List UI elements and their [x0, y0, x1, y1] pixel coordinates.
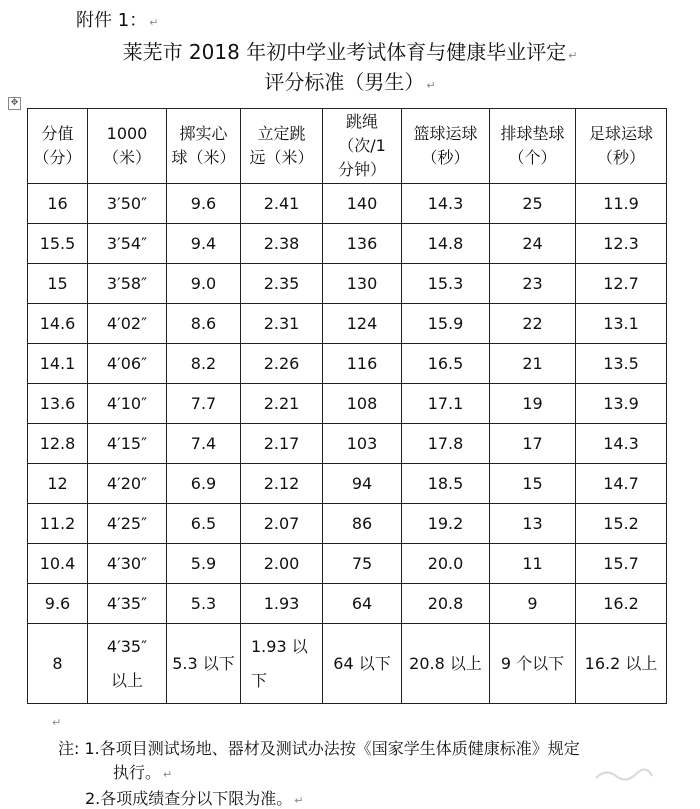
- cell-1000m: 4′35″: [88, 584, 167, 624]
- note-line-1-continued: 执行。 ↵: [113, 763, 173, 782]
- attachment-label: 附件 1： ↵: [76, 10, 159, 31]
- cell-football: 12.7: [576, 264, 667, 304]
- cell-basketball: 19.2: [402, 504, 490, 544]
- cell-football: 16.2 以上: [576, 624, 667, 704]
- note-line-2: 2.各项成绩查分以下限为准。 ↵: [85, 789, 304, 808]
- cell-long-jump: 1.93 以 下: [241, 624, 323, 704]
- cell-score: 14.6: [28, 304, 88, 344]
- cell-volleyball: 24: [490, 224, 576, 264]
- cell-1000m: 4′10″: [88, 384, 167, 424]
- cell-1000m: 4′20″: [88, 464, 167, 504]
- cell-rope-skipping: 116: [323, 344, 402, 384]
- cell-basketball: 16.5: [402, 344, 490, 384]
- cell-rope-skipping: 136: [323, 224, 402, 264]
- table-header-row: [28, 109, 667, 184]
- cell-basketball: 17.1: [402, 384, 490, 424]
- table-row: [28, 584, 667, 624]
- table-row: [28, 544, 667, 584]
- table-row: [28, 344, 667, 384]
- header-football: 足球运球 （秒）: [576, 109, 667, 184]
- table-row: [28, 264, 667, 304]
- cell-1000m: 4′25″: [88, 504, 167, 544]
- table-row-last: [28, 624, 667, 704]
- cell-basketball: 20.8 以上: [402, 624, 490, 704]
- cell-football: 15.7: [576, 544, 667, 584]
- cell-1000m: 3′50″: [88, 184, 167, 224]
- paragraph-mark: ↵: [568, 49, 578, 62]
- cell-1000m: 4′06″: [88, 344, 167, 384]
- header-score: 分值 （分）: [28, 109, 88, 184]
- cell-long-jump: 2.41: [241, 184, 323, 224]
- cell-score: 8: [28, 624, 88, 704]
- cell-football: 12.3: [576, 224, 667, 264]
- cell-1000m: 3′58″: [88, 264, 167, 304]
- paragraph-mark: ↵: [163, 768, 173, 781]
- cell-score: 13.6: [28, 384, 88, 424]
- table-row: [28, 504, 667, 544]
- cell-football: 13.9: [576, 384, 667, 424]
- cell-shot-put: 5.9: [167, 544, 241, 584]
- cell-football: 15.2: [576, 504, 667, 544]
- cell-shot-put: 6.9: [167, 464, 241, 504]
- cell-rope-skipping: 130: [323, 264, 402, 304]
- cell-volleyball: 23: [490, 264, 576, 304]
- cell-score: 15: [28, 264, 88, 304]
- cell-shot-put: 8.2: [167, 344, 241, 384]
- cell-volleyball: 22: [490, 304, 576, 344]
- watermark-logo-icon: [592, 764, 656, 786]
- cell-rope-skipping: 75: [323, 544, 402, 584]
- cell-volleyball: 17: [490, 424, 576, 464]
- paragraph-mark: ↵: [426, 79, 436, 92]
- cell-1000m: 4′35″ 以上: [88, 624, 167, 704]
- table-row: [28, 224, 667, 264]
- header-volleyball: 排球垫球 （个）: [490, 109, 576, 184]
- header-1000m: 1000 （米）: [88, 109, 167, 184]
- cell-volleyball: 9: [490, 584, 576, 624]
- cell-shot-put: 9.4: [167, 224, 241, 264]
- cell-rope-skipping: 94: [323, 464, 402, 504]
- header-basketball: 篮球运球 （秒）: [402, 109, 490, 184]
- cell-long-jump: 2.00: [241, 544, 323, 584]
- cell-1000m: 4′15″: [88, 424, 167, 464]
- cell-volleyball: 9 个以下: [490, 624, 576, 704]
- paragraph-mark: ↵: [52, 716, 62, 729]
- cell-score: 9.6: [28, 584, 88, 624]
- cell-rope-skipping: 103: [323, 424, 402, 464]
- cell-volleyball: 13: [490, 504, 576, 544]
- cell-football: 14.7: [576, 464, 667, 504]
- cell-basketball: 20.0: [402, 544, 490, 584]
- cell-rope-skipping: 108: [323, 384, 402, 424]
- paragraph-mark: ↵: [294, 794, 304, 807]
- scoring-table: [27, 108, 667, 704]
- document-title-line2: 评分标准（男生） ↵: [264, 70, 436, 94]
- cell-long-jump: 2.38: [241, 224, 323, 264]
- cell-football: 14.3: [576, 424, 667, 464]
- cell-long-jump: 2.26: [241, 344, 323, 384]
- cell-volleyball: 15: [490, 464, 576, 504]
- cell-long-jump: 2.35: [241, 264, 323, 304]
- cell-shot-put: 7.7: [167, 384, 241, 424]
- table-row: [28, 184, 667, 224]
- table-row: [28, 384, 667, 424]
- cell-rope-skipping: 86: [323, 504, 402, 544]
- cell-shot-put: 5.3 以下: [167, 624, 241, 704]
- paragraph-mark: ↵: [149, 16, 159, 29]
- cell-long-jump: 2.17: [241, 424, 323, 464]
- cell-basketball: 20.8: [402, 584, 490, 624]
- cell-rope-skipping: 64 以下: [323, 624, 402, 704]
- cell-shot-put: 8.6: [167, 304, 241, 344]
- cell-score: 11.2: [28, 504, 88, 544]
- table-row: [28, 304, 667, 344]
- cell-1000m: 4′30″: [88, 544, 167, 584]
- cell-football: 13.1: [576, 304, 667, 344]
- cell-basketball: 15.3: [402, 264, 490, 304]
- cell-shot-put: 5.3: [167, 584, 241, 624]
- cell-basketball: 14.8: [402, 224, 490, 264]
- cell-1000m: 4′02″: [88, 304, 167, 344]
- cell-long-jump: 2.31: [241, 304, 323, 344]
- header-rope-skipping: 跳绳 （次/1 分钟）: [323, 109, 402, 184]
- cell-1000m: 3′54″: [88, 224, 167, 264]
- table-row: [28, 464, 667, 504]
- cell-football: 11.9: [576, 184, 667, 224]
- cell-basketball: 15.9: [402, 304, 490, 344]
- table-row: [28, 424, 667, 464]
- cell-volleyball: 25: [490, 184, 576, 224]
- cell-score: 12.8: [28, 424, 88, 464]
- table-move-handle-icon[interactable]: ✥: [8, 97, 21, 110]
- cell-score: 15.5: [28, 224, 88, 264]
- cell-football: 16.2: [576, 584, 667, 624]
- cell-score: 10.4: [28, 544, 88, 584]
- cell-football: 13.5: [576, 344, 667, 384]
- header-long-jump: 立定跳 远（米）: [241, 109, 323, 184]
- document-title-line1: 莱芜市 2018 年初中学业考试体育与健康毕业评定 ↵: [122, 40, 578, 64]
- cell-long-jump: 1.93: [241, 584, 323, 624]
- cell-long-jump: 2.21: [241, 384, 323, 424]
- cell-rope-skipping: 140: [323, 184, 402, 224]
- cell-score: 12: [28, 464, 88, 504]
- cell-long-jump: 2.12: [241, 464, 323, 504]
- cell-volleyball: 11: [490, 544, 576, 584]
- cell-volleyball: 21: [490, 344, 576, 384]
- cell-shot-put: 7.4: [167, 424, 241, 464]
- cell-shot-put: 6.5: [167, 504, 241, 544]
- cell-rope-skipping: 124: [323, 304, 402, 344]
- cell-basketball: 17.8: [402, 424, 490, 464]
- header-shot-put: 掷实心 球（米）: [167, 109, 241, 184]
- cell-long-jump: 2.07: [241, 504, 323, 544]
- cell-score: 14.1: [28, 344, 88, 384]
- cell-basketball: 14.3: [402, 184, 490, 224]
- cell-rope-skipping: 64: [323, 584, 402, 624]
- cell-volleyball: 19: [490, 384, 576, 424]
- cell-shot-put: 9.6: [167, 184, 241, 224]
- cell-score: 16: [28, 184, 88, 224]
- cell-basketball: 18.5: [402, 464, 490, 504]
- cell-shot-put: 9.0: [167, 264, 241, 304]
- note-line-1: 注: 1.各项目测试场地、器材及测试办法按《国家学生体质健康标准》规定: [58, 739, 580, 758]
